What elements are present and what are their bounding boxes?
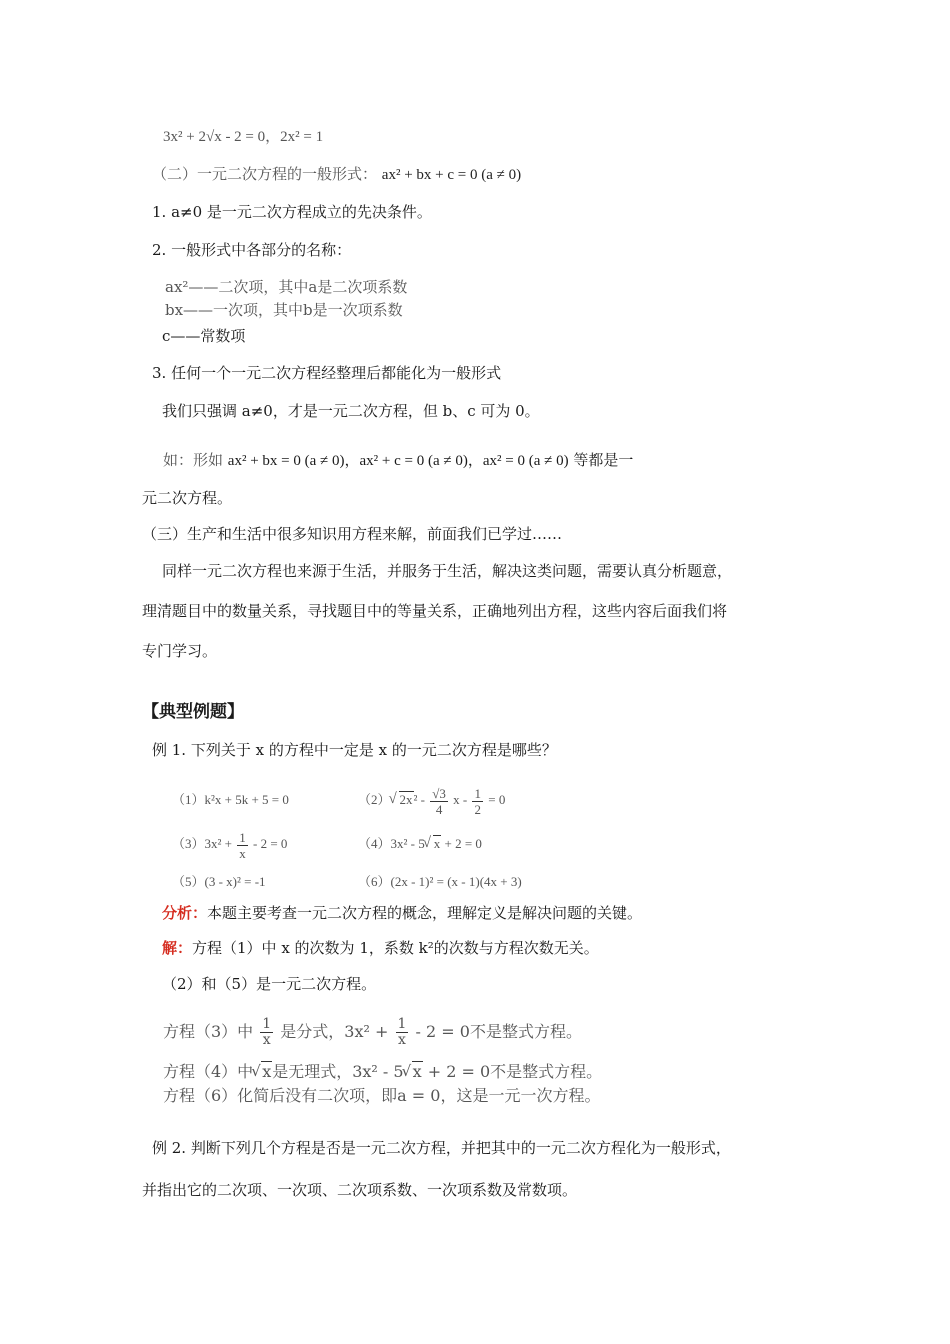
solution-3-mid: 是分式，3x² + <box>280 1022 389 1041</box>
term-linear: bx——一次项，其中b是一次项系数 <box>165 301 403 319</box>
fraction-one-over-x <box>396 1017 409 1048</box>
example-equations-line: 3x² + 2√x - 2 = 0，2x² = 1 <box>163 129 324 145</box>
paragraph-line-1: 同样一元二次方程也来源于生活，并服务于生活，解决这类问题，需要认真分析题意， <box>162 562 733 580</box>
solution-4-prefix: 方程（4）中 <box>163 1062 254 1081</box>
solution-3-suffix: - 2 = 0不是整式方程。 <box>415 1022 582 1041</box>
equation-2-label: （2） <box>358 792 391 807</box>
fraction-one-over-x <box>237 830 248 861</box>
fraction-one-over-x <box>260 1017 273 1048</box>
equation-2-radicand: 2x <box>399 792 413 807</box>
equation-3 <box>172 826 287 862</box>
solution-label: 解： <box>162 939 193 957</box>
frac-denominator: x <box>398 1032 406 1048</box>
section-two-heading <box>152 164 521 185</box>
analysis-line <box>162 903 642 923</box>
point-3: 3. 任何一个一元二次方程经整理后都能化为一般形式 <box>152 364 502 382</box>
frac-numerator: 1 <box>262 1016 272 1032</box>
analysis-label: 分析： <box>162 904 208 922</box>
frac-numerator: √3 <box>432 785 446 801</box>
example-2-line-2: 并指出它的二次项、一次项、二次项系数、一次项系数及常数项。 <box>142 1181 578 1199</box>
example-2-line-1: 例 2. 判断下列几个方程是否是一元二次方程，并把其中的一元二次方程化为一般形式， <box>152 1139 731 1157</box>
equation-3-end: - 2 = 0 <box>252 836 288 851</box>
frac-numerator: 1 <box>397 1016 407 1032</box>
sqrt-sign <box>425 834 442 854</box>
solution-4-radicand: x <box>262 1062 272 1081</box>
general-form-equation: ax² + bx + c = 0 (a ≠ 0) <box>381 167 522 183</box>
solution-text: 方程（1）中 x 的次数为 1，系数 k²的次数与方程次数无关。 <box>192 939 599 957</box>
solution-line-4 <box>163 1062 602 1082</box>
equation-4 <box>358 834 482 854</box>
example-forms-line <box>163 450 633 471</box>
frac-denominator: 2 <box>474 801 481 817</box>
term-quadratic: ax²——二次项，其中a是二次项系数 <box>165 278 408 296</box>
equation-3-label: （3）3x² + <box>172 836 232 851</box>
equation-2-mid: x - <box>453 792 468 807</box>
equation-2 <box>358 780 505 820</box>
sqrt-sign <box>253 1062 272 1082</box>
section-three-heading: （三）生产和生活中很多知识用方程来解，前面我们已学过…… <box>142 525 563 543</box>
example-forms-equations: ax² + bx = 0 (a ≠ 0)，ax² + c = 0 (a ≠ 0)，ax² = 0 (a ≠ 0) <box>227 453 569 469</box>
example-forms-suffix: 等都是一 <box>573 451 634 469</box>
solution-3-prefix: 方程（3）中 <box>163 1022 254 1041</box>
emphasis-line: 我们只强调 a≠0，才是一元二次方程，但 b、c 可为 0。 <box>162 402 540 420</box>
frac-denominator: x <box>262 1032 271 1048</box>
equation-4-radicand: x <box>433 836 441 851</box>
sqrt-sign <box>391 780 414 820</box>
paragraph-line-3: 专门学习。 <box>142 642 218 660</box>
fraction-one-half <box>472 786 483 817</box>
example-forms-continuation: 元二次方程。 <box>142 489 233 507</box>
solution-line-3 <box>163 1014 582 1050</box>
frac-denominator: 4 <box>435 801 443 817</box>
point-2: 2. 一般形式中各部分的名称： <box>152 241 352 259</box>
equation-5: （5）(3 - x)² = -1 <box>172 874 266 889</box>
equation-1: （1）k²x + 5k + 5 = 0 <box>172 792 289 807</box>
frac-numerator: 1 <box>239 829 246 845</box>
term-constant: c——常数项 <box>162 327 246 345</box>
analysis-text: 本题主要考查一元二次方程的概念，理解定义是解决问题的关键。 <box>207 904 643 922</box>
solution-line <box>162 938 599 958</box>
fraction-sqrt3-over-4 <box>430 786 448 817</box>
sqrt-sign <box>404 1062 423 1082</box>
example-1-question: 例 1. 下列关于 x 的方程中一定是 x 的一元二次方程是哪些？ <box>152 741 557 759</box>
solution-line-2: （2）和（5）是一元二次方程。 <box>162 975 377 993</box>
solution-4-suffix: + 2 = 0不是整式方程。 <box>427 1062 603 1081</box>
point-1: 1. a≠0 是一元二次方程成立的先决条件。 <box>152 203 432 221</box>
equation-2-end: = 0 <box>488 792 506 807</box>
solution-4-radicand-2: x <box>412 1062 422 1081</box>
paragraph-line-2: 理清题目中的数量关系，寻找题目中的等量关系，正确地列出方程，这些内容后面我们将 <box>142 602 728 620</box>
equation-6: （6）(2x - 1)² = (x - 1)(4x + 3) <box>358 874 522 889</box>
equation-2-exp: ² - <box>413 792 425 807</box>
typical-examples-heading: 【典型例题】 <box>142 702 244 722</box>
frac-numerator: 1 <box>474 785 481 801</box>
example-forms-prefix: 如：形如 <box>163 451 224 469</box>
section-two-text: （二）一元二次方程的一般形式： <box>152 165 378 183</box>
solution-line-5: 方程（6）化简后没有二次项，即a = 0，这是一元一次方程。 <box>163 1086 601 1105</box>
equation-4-end: + 2 = 0 <box>444 836 482 851</box>
equation-4-label: （4）3x² - 5 <box>358 836 425 851</box>
frac-denominator: x <box>239 845 246 861</box>
solution-4-mid: 是无理式，3x² - 5 <box>272 1062 404 1081</box>
